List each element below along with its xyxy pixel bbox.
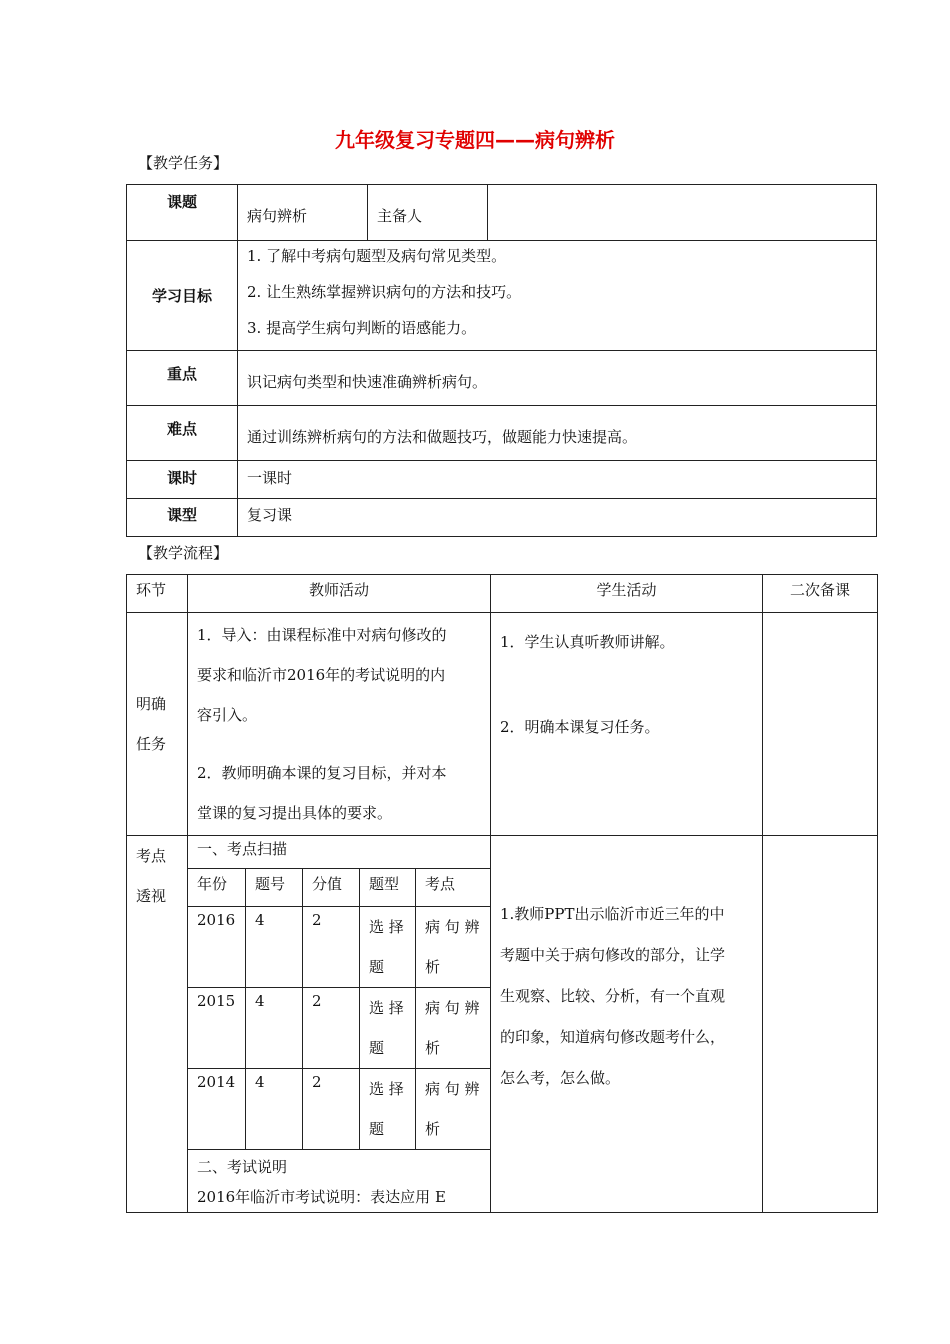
section-heading-task: 【教学任务】 <box>138 154 229 172</box>
text-line: 1.教师PPT出示临沂市近三年的中 <box>500 905 725 923</box>
preparer-value <box>488 185 877 241</box>
text-line: 选 择 <box>369 999 404 1017</box>
text-line: 2．教师明确本课的复习目标，并对本 <box>197 764 447 782</box>
scan-score: 2 <box>303 988 360 1069</box>
text-line: 选 择 <box>369 1080 404 1098</box>
scan-header: 年份 <box>188 869 246 907</box>
revision-cell-1 <box>763 613 878 836</box>
scan-type <box>360 907 416 988</box>
type-label: 课型 <box>127 499 238 537</box>
stage-analysis <box>127 836 188 1213</box>
goal-item: 1. 了解中考病句题型及病句常见类型。 <box>247 247 507 265</box>
scan-no: 4 <box>246 988 303 1069</box>
page-title: 九年级复习专题四——病句辨析 <box>335 128 615 152</box>
scan-header: 题号 <box>246 869 303 907</box>
header-revision: 二次备课 <box>763 575 878 613</box>
difficulty-label: 难点 <box>127 406 238 461</box>
text-line: 析 <box>425 1039 441 1057</box>
goal-item: 3. 提高学生病句判断的语感能力。 <box>247 319 477 337</box>
goal-item: 2. 让生熟练掌握辨识病句的方法和技巧。 <box>247 283 522 301</box>
header-stage: 环节 <box>127 575 188 613</box>
flow-table <box>126 574 878 1213</box>
text-line: 考题中关于病句修改的部分，让学 <box>500 946 726 964</box>
revision-cell-2 <box>763 836 878 1213</box>
text-line: 病 句 辨 <box>425 1080 480 1098</box>
section-heading-flow: 【教学流程】 <box>138 544 229 562</box>
scan-point <box>416 1069 491 1150</box>
stage-line: 透视 <box>136 887 167 905</box>
text-line: 堂课的复习提出具体的要求。 <box>197 804 393 822</box>
text-line: 病 句 辨 <box>425 999 480 1017</box>
scan-year: 2014 <box>188 1069 246 1150</box>
scan-header: 考点 <box>416 869 491 907</box>
key-value: 识记病句类型和快速准确辨析病句。 <box>238 351 877 406</box>
key-label: 重点 <box>127 351 238 406</box>
text-line: 析 <box>425 958 441 976</box>
text-line: 要求和临沂市2016年的考试说明的内 <box>197 666 446 684</box>
scan-row <box>188 1069 490 1150</box>
type-value: 复习课 <box>238 499 877 537</box>
scan-row <box>188 988 490 1069</box>
scan-header: 题型 <box>360 869 416 907</box>
scan-year: 2015 <box>188 988 246 1069</box>
preparer-label: 主备人 <box>368 185 488 241</box>
scan-no: 4 <box>246 1069 303 1150</box>
teacher-activity-1 <box>188 613 491 836</box>
student-activity-1 <box>491 613 763 836</box>
scan-type <box>360 988 416 1069</box>
scan-row <box>188 907 490 988</box>
text-line: 题 <box>369 1120 385 1138</box>
text-line: 题 <box>369 1039 385 1057</box>
goals-list <box>238 241 877 351</box>
scan-year: 2016 <box>188 907 246 988</box>
text-line: 析 <box>425 1120 441 1138</box>
header-student: 学生活动 <box>491 575 763 613</box>
teacher-activity-2 <box>188 836 491 1213</box>
scan-point <box>416 988 491 1069</box>
text-line: 容引入。 <box>197 706 258 724</box>
task-table <box>126 184 877 537</box>
scan-type <box>360 1069 416 1150</box>
exam-line: 2016年临沂市考试说明：表达应用 E <box>197 1188 446 1206</box>
text-line: 2．明确本课复习任务。 <box>500 718 660 736</box>
topic-value: 病句辨析 <box>238 185 368 241</box>
header-teacher: 教师活动 <box>188 575 491 613</box>
hours-value: 一课时 <box>238 461 877 499</box>
text-line: 1．导入：由课程标准中对病句修改的 <box>197 626 447 644</box>
stage-line: 明确 <box>136 695 167 713</box>
text-line: 病 句 辨 <box>425 918 480 936</box>
scan-no: 4 <box>246 907 303 988</box>
goals-label: 学习目标 <box>127 241 238 351</box>
scan-point <box>416 907 491 988</box>
stage-line: 考点 <box>136 847 167 865</box>
text-line: 怎么考，怎么做。 <box>500 1069 621 1087</box>
text-line: 生观察、比较、分析，有一个直观 <box>500 987 726 1005</box>
exam-title: 二、考试说明 <box>197 1158 288 1176</box>
scan-score: 2 <box>303 1069 360 1150</box>
scan-score: 2 <box>303 907 360 988</box>
scan-title: 一、考点扫描 <box>197 840 288 858</box>
scan-table <box>188 868 490 1150</box>
text-line: 选 择 <box>369 918 404 936</box>
topic-label: 课题 <box>127 185 238 241</box>
text-line: 题 <box>369 958 385 976</box>
difficulty-value: 通过训练辨析病句的方法和做题技巧，做题能力快速提高。 <box>238 406 877 461</box>
scan-header: 分值 <box>303 869 360 907</box>
stage-clarify <box>127 613 188 836</box>
text-line: 的印象，知道病句修改题考什么， <box>500 1028 726 1046</box>
student-activity-2 <box>491 836 763 1213</box>
stage-line: 任务 <box>136 735 167 753</box>
text-line: 1．学生认真听教师讲解。 <box>500 633 675 651</box>
hours-label: 课时 <box>127 461 238 499</box>
